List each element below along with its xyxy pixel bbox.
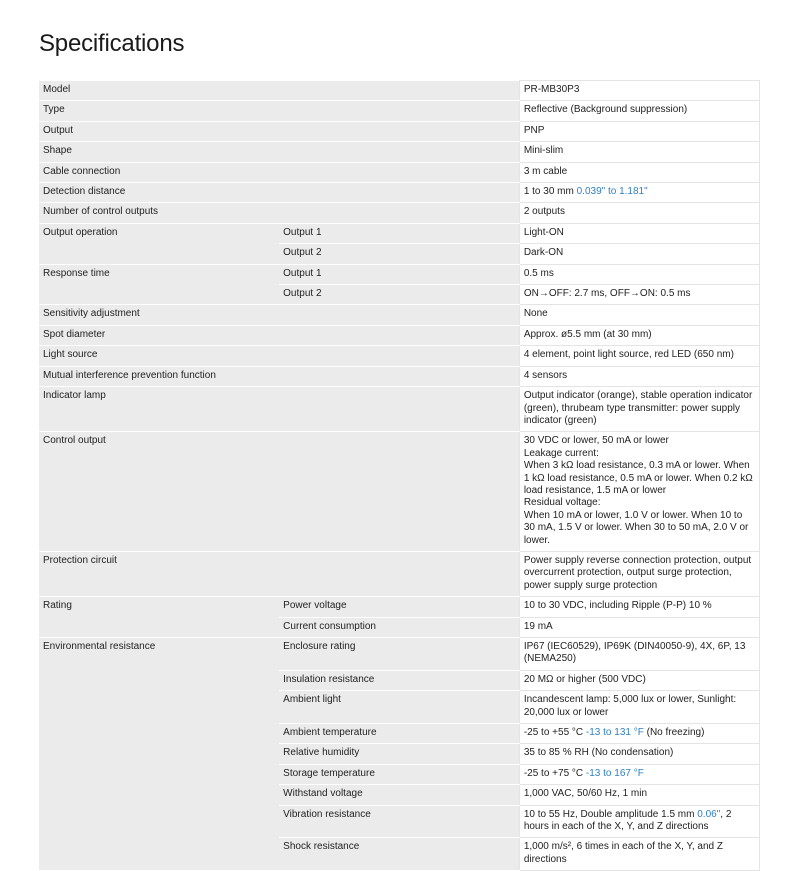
row-label: Light source <box>39 346 519 366</box>
row-sublabel: Power voltage <box>279 597 519 617</box>
row-value: Mini-slim <box>519 142 759 162</box>
table-row <box>39 264 760 284</box>
row-label: Control output <box>39 432 519 552</box>
row-label: Spot diameter <box>39 325 519 345</box>
specifications-table <box>39 80 760 871</box>
value-suffix: , 2 hours in each of the X, Y, and Z directions <box>523 808 732 833</box>
row-value: PR-MB30P3 <box>519 81 759 101</box>
row-label: Model <box>39 81 519 101</box>
page-title: Specifications <box>39 30 185 57</box>
table-row <box>39 162 760 182</box>
table-row <box>39 101 760 121</box>
row-label: Indicator lamp <box>39 387 519 432</box>
value-text: 1 to 30 mm <box>523 186 574 198</box>
value-line: 30 VDC or lower, 50 mA or lower <box>523 435 669 447</box>
value-text: -25 to +55 °C <box>523 727 584 739</box>
row-sublabel: Output 2 <box>279 285 519 305</box>
row-value: Power supply reverse connection protection, output overcurrent protection, output surge protection, power supply surge protection <box>519 551 759 596</box>
row-label: Response time <box>39 264 279 305</box>
table-row <box>39 183 760 203</box>
row-label: Sensitivity adjustment <box>39 305 519 325</box>
value-line: When 3 kΩ load resistance, 0.3 mA or lower. When 1 kΩ load resistance, 0.5 mA or lower. When 0.2 kΩ load resistance, 1.5 mA or lower <box>523 460 753 496</box>
row-sublabel: Ambient light <box>279 691 519 724</box>
table-row <box>39 597 760 617</box>
row-sublabel: Output 1 <box>279 223 519 243</box>
table-row <box>39 305 760 325</box>
table-row <box>39 203 760 223</box>
row-value: 4 element, point light source, red LED (650 nm) <box>519 346 759 366</box>
table-row <box>39 346 760 366</box>
row-label: Protection circuit <box>39 551 519 596</box>
table-row <box>39 432 760 552</box>
row-value: Output indicator (orange), stable operation indicator (green), thrubeam type transmitter: power supply indicator (green) <box>519 387 759 432</box>
row-sublabel: Output 1 <box>279 264 519 284</box>
table-row <box>39 638 760 671</box>
imperial-value: 0.06" <box>697 808 721 820</box>
row-label: Rating <box>39 597 279 638</box>
row-label: Number of control outputs <box>39 203 519 223</box>
row-sublabel: Output 2 <box>279 244 519 264</box>
row-sublabel: Relative humidity <box>279 744 519 764</box>
row-label: Output <box>39 121 519 141</box>
row-value: IP67 (IEC60529), IP69K (DIN40050-9), 4X, 6P, 13 (NEMA250) <box>519 638 759 671</box>
row-label: Mutual interference prevention function <box>39 366 519 386</box>
row-sublabel: Insulation resistance <box>279 670 519 690</box>
row-value <box>519 183 759 203</box>
value-line: When 10 mA or lower, 1.0 V or lower. When 10 to 30 mA, 1.5 V or lower. When 30 to 50 mA, 2.0 V or lower. <box>523 509 749 546</box>
value-text: -25 to +75 °C <box>523 767 584 779</box>
row-label: Detection distance <box>39 183 519 203</box>
value-suffix: (No freezing) <box>646 727 705 739</box>
row-value <box>519 432 759 552</box>
imperial-value: -13 to 167 °F <box>585 767 644 779</box>
imperial-value: -13 to 131 °F <box>585 727 644 739</box>
row-value: Light-ON <box>519 223 759 243</box>
row-sublabel: Current consumption <box>279 617 519 637</box>
row-value: ON→OFF: 2.7 ms, OFF→ON: 0.5 ms <box>519 285 759 305</box>
table-row <box>39 81 760 101</box>
row-value <box>519 764 759 784</box>
row-value: 4 sensors <box>519 366 759 386</box>
row-value: PNP <box>519 121 759 141</box>
row-sublabel: Ambient temperature <box>279 724 519 744</box>
row-value <box>519 724 759 744</box>
row-sublabel: Storage temperature <box>279 764 519 784</box>
row-label: Type <box>39 101 519 121</box>
row-value: Dark-ON <box>519 244 759 264</box>
row-value: Reflective (Background suppression) <box>519 101 759 121</box>
table-row <box>39 121 760 141</box>
row-value: 0.5 ms <box>519 264 759 284</box>
value-text: 10 to 55 Hz, Double amplitude 1.5 mm <box>523 808 695 820</box>
row-value: 1,000 VAC, 50/60 Hz, 1 min <box>519 785 759 805</box>
row-sublabel: Enclosure rating <box>279 638 519 671</box>
row-label: Environmental resistance <box>39 638 279 871</box>
imperial-value: 0.039" to 1.181" <box>576 186 648 198</box>
table-row <box>39 387 760 432</box>
row-value: 20 MΩ or higher (500 VDC) <box>519 670 759 690</box>
value-line: Leakage current: <box>523 447 599 459</box>
row-value: 10 to 30 VDC, including Ripple (P-P) 10 % <box>519 597 759 617</box>
table-row <box>39 551 760 596</box>
value-line: Residual voltage: <box>523 497 601 509</box>
table-row <box>39 366 760 386</box>
row-sublabel: Withstand voltage <box>279 785 519 805</box>
table-row <box>39 325 760 345</box>
row-label: Cable connection <box>39 162 519 182</box>
row-value: 2 outputs <box>519 203 759 223</box>
row-value: Incandescent lamp: 5,000 lux or lower, Sunlight: 20,000 lux or lower <box>519 691 759 724</box>
row-value: 1,000 m/s², 6 times in each of the X, Y, and Z directions <box>519 838 759 871</box>
row-value: 19 mA <box>519 617 759 637</box>
row-value: None <box>519 305 759 325</box>
row-label: Shape <box>39 142 519 162</box>
row-value: 35 to 85 % RH (No condensation) <box>519 744 759 764</box>
row-value <box>519 805 759 838</box>
row-value: 3 m cable <box>519 162 759 182</box>
table-row <box>39 223 760 243</box>
table-row <box>39 142 760 162</box>
row-label: Output operation <box>39 223 279 264</box>
row-sublabel: Shock resistance <box>279 838 519 871</box>
row-sublabel: Vibration resistance <box>279 805 519 838</box>
row-value: Approx. ø5.5 mm (at 30 mm) <box>519 325 759 345</box>
